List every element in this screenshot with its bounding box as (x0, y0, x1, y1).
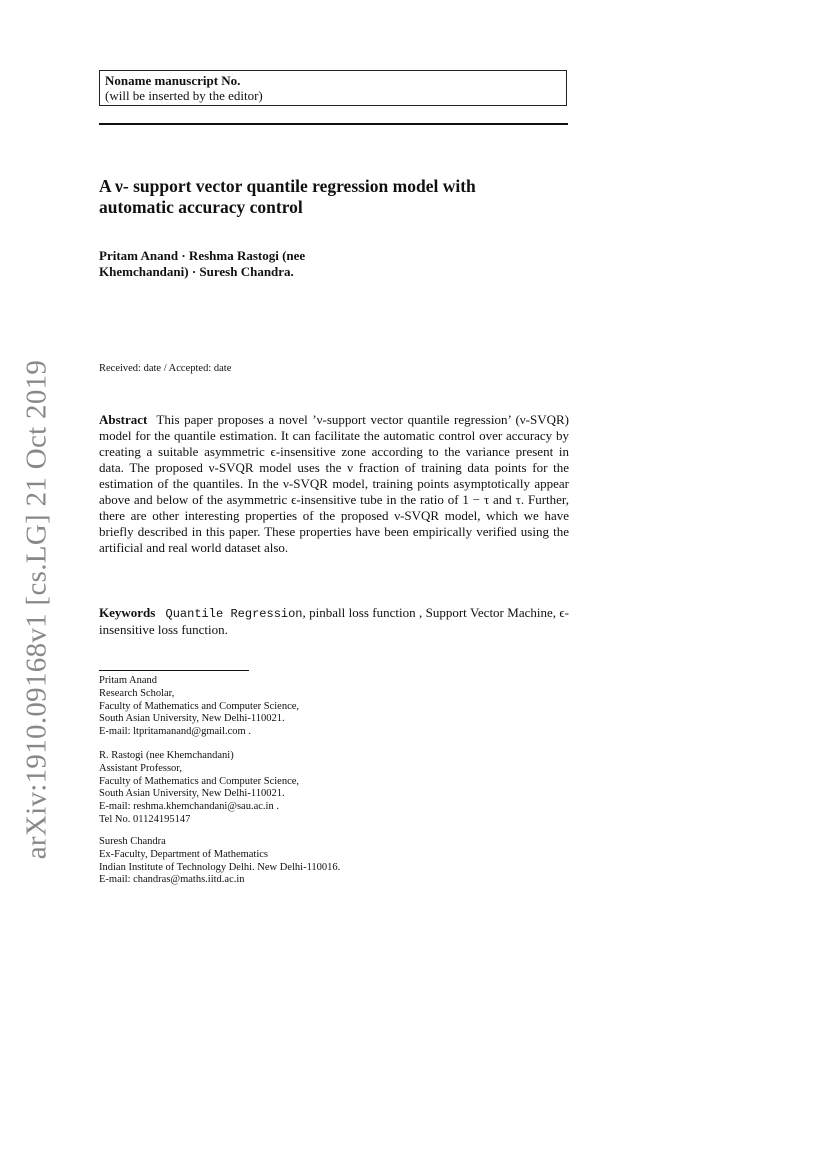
keywords-label: Keywords (99, 605, 156, 620)
affiliation-line: Ex-Faculty, Department of Mathematics (99, 848, 269, 860)
keywords-text: , pinball loss function , Support Vector Machine, ϵ-insensitive loss function. (99, 605, 569, 637)
manuscript-id-box (99, 70, 567, 106)
affiliation-line: Suresh Chandra (99, 836, 166, 847)
affiliation-block (99, 750, 569, 827)
affiliation-line: South Asian University, New Delhi-110021. (99, 788, 285, 800)
abstract-label: Abstract (99, 412, 148, 427)
editor-note: (will be inserted by the editor) (105, 88, 263, 103)
abstract (99, 412, 569, 556)
title-line-1: A ν- support vector quantile regression model with (99, 176, 476, 196)
affiliation-line: Research Scholar, (99, 687, 175, 699)
affiliation-email: E-mail: chandras@maths.iitd.ac.in (99, 874, 245, 886)
keywords (99, 605, 569, 638)
affiliation-line: Assistant Professor, (99, 762, 182, 774)
affiliation-email: E-mail: reshma.khemchandani@sau.ac.in . (99, 801, 279, 813)
authors-line-2: Khemchandani) · Suresh Chandra. (99, 264, 294, 279)
affiliation-email: E-mail: ltpritamanand@gmail.com . (99, 726, 251, 738)
abstract-text: This paper proposes a novel ’ν-support vector quantile regression’ (ν-SVQR) model for the quantile estimation. It can facilitate the automatic control over accuracy by creating a suitable asymmetric ϵ-insensitive zone according to the variance present in data. The proposed ν-SVQR model uses the ν fraction of training data points for the estimation of the quantiles. In the ν-SVQR model, training points asymptotically appear above and below of the asymmetric ϵ-insensitive tube in the ratio of 1 − τ and τ. Further, there are other interesting properties of the proposed ν-SVQR model, which we have briefly described in this paper. These properties have been empirically verified using the artificial and real world dataset also. (99, 412, 570, 555)
author-list (99, 248, 569, 280)
header-rule (99, 123, 568, 125)
affiliation-block (99, 836, 569, 887)
received-date: Received: date / Accepted: date (99, 363, 232, 374)
affiliation-line: Faculty of Mathematics and Computer Science, (99, 700, 300, 712)
paper-title (99, 176, 569, 218)
keyword-quantile-regression: Quantile Regression (165, 607, 303, 621)
manuscript-number: Noname manuscript No. (105, 73, 241, 88)
affiliation-line: South Asian University, New Delhi-110021. (99, 713, 285, 725)
footnote-rule (99, 670, 249, 671)
affiliation-block (99, 675, 569, 739)
affiliation-phone: Tel No. 01124195147 (99, 813, 191, 825)
title-line-2: automatic accuracy control (99, 197, 303, 217)
affiliation-line: Faculty of Mathematics and Computer Science, (99, 775, 300, 787)
affiliation-line: Pritam Anand (99, 675, 158, 686)
arxiv-identifier: arXiv:1910.09168v1 [cs.LG] 21 Oct 2019 (20, 359, 53, 859)
affiliation-line: Indian Institute of Technology Delhi. New Delhi-110016. (99, 861, 341, 873)
authors-line-1: Pritam Anand · Reshma Rastogi (nee (99, 248, 306, 263)
affiliation-line: R. Rastogi (nee Khemchandani) (99, 750, 234, 761)
arxiv-sidebar-stamp (20, 359, 54, 859)
